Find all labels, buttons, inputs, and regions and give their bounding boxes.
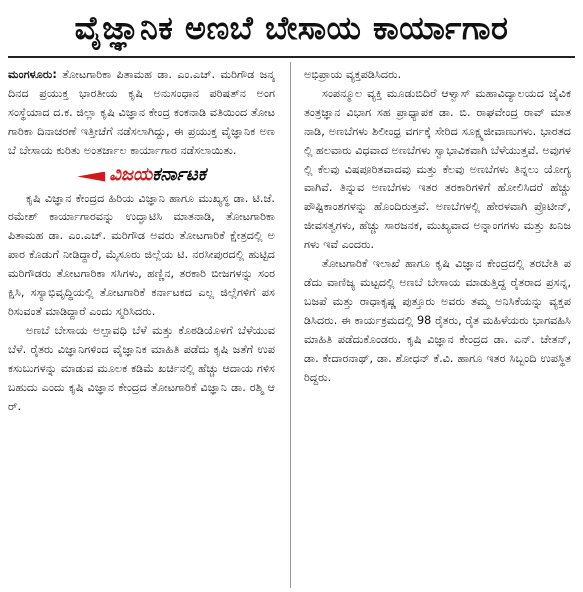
logo-swoosh-icon <box>77 172 105 182</box>
article-column-right <box>304 66 571 588</box>
article-column-left <box>8 66 275 588</box>
vijaya-karnataka-logo <box>8 163 275 187</box>
headline-rule <box>8 56 575 58</box>
logo-part-karnataka: ಕರ್ನಾಟಕ <box>152 163 206 185</box>
paragraph-5: ಸಂಪನ್ಮೂಲ ವ್ಯಕ್ತಿ ಮೂಡುಬಿದಿರೆ ಆಳ್ವಾಸ್ ಮಹಾವಿದ್ಯಾಲಯದ ಜೈವಿಕ ತಂತ್ರಜ್ಞಾನ ವಿಭಾಗ ಸಹ ಪ್ರಾಧ್ಯಾಪಕ ಡಾ. ಬಿ. ರಾಘವೇಂದ್ರ ರಾವ್ ಮಾತನಾಡಿ, ಅಣಬೆಗಳು ಶಿಲೀಂಧ್ರ ವರ್ಗಕ್ಕೆ ಸೇರಿದ ಸೂಕ್ಷ್ಮಜೀವಾಣುಗಳು. ಭಾರತದಲ್ಲಿ ಹಲವಾರು ವಿಧವಾದ ಅಣಬೆಗಳು ಸ್ವಾಭಾವಿಕವಾಗಿ ಬೆಳೆಯುತ್ತವೆ. ಅವುಗಳಲ್ಲಿ ಕೆಲವು ವಿಷಪೂರಿತವಾದವು ಮತ್ತು ಕೆಲವು ಅಣಬೆಗಳು ತಿನ್ನಲು ಯೋಗ್ಯವಾಗಿವೆ. ತಿನ್ನುವ ಅಣಬೆಗಳು ಇತರ ತರಕಾರಿಗಳಿಗೆ ಹೋಲಿಸಿದರೆ ಹೆಚ್ಚು ಪೌಷ್ಟಿಕಾಂಶಗಳನ್ನು ಹೊಂದಿರುತ್ತವೆ. ಅಣಬೆಗಳಲ್ಲಿ ಹೇರಳವಾಗಿ ಪ್ರೊಟೀನ್, ಜೀವಸತ್ವಗಳು, ಹೆಚ್ಚು ಸಾರಜನಕ, ಮುಖ್ಯವಾದ ಅನ್ನಾಂಗಗಳು ಮತ್ತು ಖನಿಜಗಳು ಇವೆ ಎಂದರು. <box>304 86 571 252</box>
paragraph-2: ಕೃಷಿ ವಿಜ್ಞಾನ ಕೇಂದ್ರದ ಹಿರಿಯ ವಿಜ್ಞಾನಿ ಹಾಗೂ ಮುಖ್ಯಸ್ಥ ಡಾ. ಟಿ.ಜೆ. ರಮೇಶ್ ಕಾರ್ಯಾಗಾರವನ್ನು ಉದ್ಘಾಟಿಸಿ ಮಾತನಾಡಿ, ತೋಟಗಾರಿಕಾ ಪಿತಾಮಹ ಡಾ. ಎಂ.ಎಚ್. ಮರಿಗೌಡ ಅವರು ತೋಟಗಾರಿಕೆ ಕ್ಷೇತ್ರದಲ್ಲಿ ಅಪಾರ ಕೊಡುಗೆ ನೀಡಿದ್ದಾರೆ, ಮೈಸೂರು ಜಿಲ್ಲೆಯ ಟಿ. ನರಸೀಪುರದಲ್ಲಿ ಹುಟ್ಟಿದ ಮರಿಗೌಡರು ತೋಟಗಾರಿಕಾ ಸಸಿಗಳು, ಹಣ್ಣಿನ, ತರಕಾರಿ ಬೀಜಗಳನ್ನು ಸಂರಕ್ಷಿಸಿ, ಸಸ್ಯಾಭಿವೃದ್ಧಿಯಲ್ಲಿ ತೋಟಗಾರಿಕೆ ಕರ್ನಾಟಕದ ಎಲ್ಲ ಜಿಲ್ಲೆಗಳಿಗೆ ಪಸರಿಸುವಂತೆ ಮಾಡಿದ್ದಾರೆ ಎಂದು ಸ್ಮರಿಸಿದರು. <box>8 191 275 318</box>
column-divider <box>290 62 291 588</box>
paragraph-3: ಅಣಬೆ ಬೇಸಾಯ ಅಲ್ಪಾವಧಿ ಬೆಳೆ ಮತ್ತು ಕೊಠಡಿಯೊಳಗೆ ಬೆಳೆಯುವ ಬೆಳೆ. ರೈತರು ವಿಜ್ಞಾನಿಗಳಿಂದ ವೈಜ್ಞಾನಿಕ ಮಾಹಿತಿ ಪಡೆದು ಕೃಷಿ ಜತೆಗೆ ಉಪ ಕಸುಬುಗಳನ್ನು ಮಾಡುವ ಮೂಲಕ ಕಡಿಮೆ ಖರ್ಚಿನಲ್ಲಿ ಹೆಚ್ಚು ಆದಾಯ ಗಳಿಸಬಹುದು ಎಂದು ಕೃಷಿ ವಿಜ್ಞಾನ ಕೇಂದ್ರದ ತೋಟಗಾರಿಕೆ ವಿಜ್ಞಾನಿ ಡಾ. ರಶ್ಮಿ ಆರ್. <box>8 323 275 413</box>
logo-part-vijaya: ವಿಜಯ <box>109 163 153 185</box>
paragraph-1-text: ತೋಟಗಾರಿಕಾ ಪಿತಾಮಹ ಡಾ. ಎಂ.ಎಚ್. ಮರಿಗೌಡ ಜನ್ಮದಿನದ ಪ್ರಯುಕ್ತ ಭಾರತೀಯ ಕೃಷಿ ಅನುಸಂಧಾನ ಪರಿಷತ್‌ನ ಅಂಗ ಸಂಸ್ಥೆಯಾದ ದ.ಕ. ಜಿಲ್ಲಾ ಕೃಷಿ ವಿಜ್ಞಾನ ಕೇಂದ್ರ ಕಂಕನಾಡಿ ವತಿಯಿಂದ ತೋಟಗಾರಿಕಾ ದಿನಾಚರಣೆ ಇತ್ತೀಚೆಗೆ ನಡೆಸಲಾಗಿದ್ದು, ಈ ಪ್ರಯುಕ್ತ ವೈಜ್ಞಾನಿಕ ಅಣಬೆ ಬೇಸಾಯ ಕುರಿತು ಅಂತರ್ಜಾಲ ಕಾರ್ಯಾಗಾರ ನಡೆಸಲಾಯಿತು. <box>8 68 275 157</box>
headline: ವೈಜ್ಞಾನಿಕ ಅಣಬೆ ಬೇಸಾಯ ಕಾರ್ಯಾಗಾರ <box>74 9 509 47</box>
paragraph-6: ತೋಟಗಾರಿಕೆ ಇಲಾಖೆ ಹಾಗೂ ಕೃಷಿ ವಿಜ್ಞಾನ ಕೇಂದ್ರದಲ್ಲಿ ತರಬೇತಿ ಪಡೆದು ವಾಣಿಜ್ಯ ಮಟ್ಟದಲ್ಲಿ ಅಣಬೆ ಬೇಸಾಯ ಮಾಡುತ್ತಿದ್ದ ರೈತರಾದ ಪ್ರಸನ್ನ, ಬಜಪೆ ಮತ್ತು ರಾಧಾಕೃಷ್ಣ ಪುತ್ತೂರು ಅವರು ತಮ್ಮ ಅನಿಸಿಕೆಯನ್ನು ವ್ಯಕ್ತಪಡಿಸಿದರು. ಈ ಕಾರ್ಯಕ್ರಮದಲ್ಲಿ 98 ರೈತರು, ರೈತ ಮಹಿಳೆಯರು ಭಾಗವಹಿಸಿ ಮಾಹಿತಿ ಪಡೆದುಕೊಂಡರು. ಕೃಷಿ ವಿಜ್ಞಾನ ಕೇಂದ್ರದ ಡಾ. ಎನ್. ಚೇತನ್, ಡಾ. ಕೇದಾರನಾಥ್, ಡಾ. ಶೋಧನ್ ಕೆ.ವಿ. ಹಾಗೂ ಇತರ ಸಿಬ್ಬಂದಿ ಉಪಸ್ಥಿತರಿದ್ದರು. <box>304 257 571 384</box>
paragraph-4: ಅಭಿಪ್ರಾಯ ವ್ಯಕ್ತಪಡಿಸಿದರು. <box>304 68 402 81</box>
paragraph-1 <box>8 66 275 161</box>
dateline: ಮಂಗಳೂರು: <box>8 68 57 81</box>
